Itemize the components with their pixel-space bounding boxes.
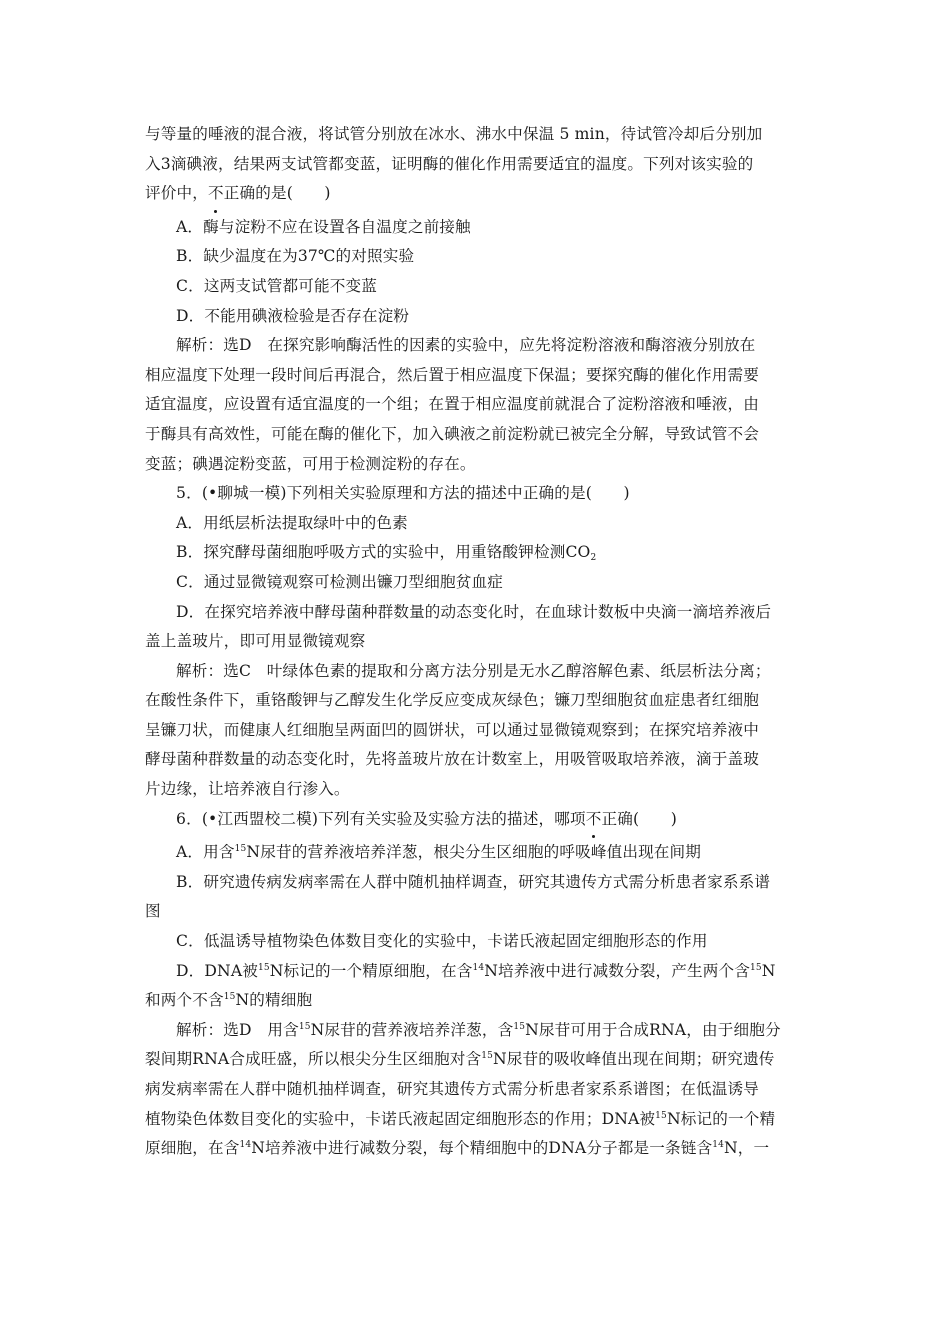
q5-answer-line-5: 片边缘，让培养液自行渗入。: [145, 780, 350, 799]
q6-answer-line-4: [145, 1105, 810, 1135]
q4-stem-line-1: 与等量的唾液的混合液，将试管分别放在冰水、沸水中保温 5 min，待试管冷却后分别加: [145, 125, 763, 143]
q4-option-a: A．酶与淀粉不应在设置各自温度之前接触: [176, 217, 471, 236]
text: N尿苷可用于合成RNA，由于细胞分: [525, 1020, 781, 1039]
text: N标记的一个精原细胞，在含: [269, 961, 473, 980]
superscript: 15: [234, 844, 247, 855]
q6-option-b-line-2: 图: [145, 902, 161, 921]
q5-option-d-line-2: 盖上盖玻片，即可用显微镜观察: [145, 632, 366, 651]
text: 裂间期RNA合成旺盛，所以根尖分生区细胞对含: [145, 1050, 482, 1069]
document-page: [145, 120, 810, 1164]
q5-option-d-line-1: D．在探究培养液中酵母菌种群数量的动态变化时，在血球计数板中央滴一滴培养液后: [176, 602, 772, 621]
text: 解析：选D 用含: [176, 1020, 299, 1039]
text: N尿苷的营养液培养洋葱，含: [310, 1020, 514, 1039]
superscript: 15: [481, 1051, 493, 1062]
q4-option-b: B．缺少温度在为37℃的对照实验: [176, 247, 415, 266]
q4-answer-line-4: 于酶具有高效性，可能在酶的催化下，加入碘液之前淀粉就已被完全分解，导致试管不会: [145, 424, 760, 443]
q6-stem-pre: 6．(•江西盟校二模)下列有关实验及实验方法的描述，哪项: [176, 809, 586, 828]
q4-stem-line-2: 入3滴碘液，结果两支试管都变蓝，证明酶的催化作用需要适宜的温度。下列对该实验的: [145, 154, 754, 173]
text: D．DNA被: [176, 961, 258, 980]
q5-option-a: A．用纸层析法提取绿叶中的色素: [176, 513, 408, 532]
text: N标记的一个精: [666, 1109, 776, 1128]
superscript: 15: [655, 1110, 667, 1121]
emphasis-dot-not: 不: [586, 805, 602, 835]
q6-answer-line-5: [145, 1134, 810, 1164]
text: 植物染色体数目变化的实验中，卡诺氏液起固定细胞形态的作用；DNA被: [145, 1109, 656, 1128]
q4-stem-pre: 评价中，: [145, 184, 208, 203]
q5-answer-line-1: 解析：选C 叶绿体色素的提取和分离方法分别是无水乙醇溶解色素、纸层析法分离；: [176, 661, 771, 680]
q6-answer-line-2: [145, 1045, 810, 1075]
q6-option-b-line-1: B．研究遗传病发病率需在人群中随机抽样调查，研究其遗传方式需分析患者家系系谱: [176, 872, 771, 891]
q6-option-a-post: N尿苷的营养液培养洋葱，根尖分生区细胞的呼吸峰值出现在间期: [246, 843, 702, 862]
text: N尿苷的吸收峰值出现在间期；研究遗传: [493, 1050, 775, 1069]
superscript: 15: [749, 962, 762, 973]
q4-answer-line-2: 相应温度下处理一段时间后再混合，然后置于相应温度下保温；要探究酶的催化作用需要: [145, 365, 760, 384]
text: N: [761, 961, 776, 980]
q6-answer-line-1: [145, 1016, 810, 1046]
q4-stem-line-3: [145, 179, 810, 209]
superscript: 14: [472, 962, 485, 973]
subscript-2: 2: [590, 553, 597, 564]
q6-stem: [145, 805, 810, 835]
text: N的精细胞: [235, 991, 313, 1010]
q5-option-b-text: B．探究酵母菌细胞呼吸方式的实验中，用重铬酸钾检测CO: [176, 543, 591, 562]
text: N培养液中进行减数分裂，每个精细胞中的DNA分子都是一条链含: [251, 1139, 713, 1158]
q6-option-d-line-2: [145, 986, 810, 1016]
text: 和两个不含: [145, 991, 224, 1010]
superscript: 14: [239, 1140, 252, 1151]
q5-stem: 5．(•聊城一模)下列相关实验原理和方法的描述中正确的是( ): [176, 484, 630, 503]
superscript: 15: [513, 1021, 526, 1032]
q4-answer-line-3: 适宜温度，应设置有适宜温度的一个组；在置于相应温度前就混合了淀粉溶液和唾液，由: [145, 395, 760, 414]
q5-answer-line-2: 在酸性条件下，重铬酸钾与乙醇发生化学反应变成灰绿色；镰刀型细胞贫血症患者红细胞: [145, 691, 760, 710]
superscript: 15: [258, 962, 270, 973]
superscript: 14: [712, 1140, 724, 1151]
superscript: 15: [223, 992, 236, 1003]
q5-option-b: [145, 538, 810, 568]
text: N培养液中进行减数分裂，产生两个含: [484, 961, 750, 980]
q6-option-c: C．低温诱导植物染色体数目变化的实验中，卡诺氏液起固定细胞形态的作用: [176, 932, 708, 951]
text: 原细胞，在含: [145, 1139, 240, 1158]
text: N，一: [724, 1139, 770, 1158]
q4-option-d: D．不能用碘液检验是否存在淀粉: [176, 306, 410, 325]
q6-answer-line-3: 病发病率需在人群中随机抽样调查，研究其遗传方式需分析患者家系系谱图；在低温诱导: [145, 1080, 760, 1098]
q4-option-c: C．这两支试管都可能不变蓝: [176, 276, 378, 295]
q6-option-a-pre: A．用含: [176, 843, 235, 862]
q6-option-d-line-1: [145, 957, 810, 987]
q5-option-c: C．通过显微镜观察可检测出镰刀型细胞贫血症: [176, 572, 503, 591]
q4-stem-post: 正确的是( ): [223, 184, 331, 203]
q5-answer-line-3: 呈镰刀状，而健康人红细胞呈两面凹的圆饼状，可以通过显微镜观察到；在探究培养液中: [145, 720, 760, 739]
q4-answer-line-1: 解析：选D 在探究影响酶活性的因素的实验中，应先将淀粉溶液和酶溶液分别放在: [176, 336, 756, 355]
superscript: 15: [298, 1021, 311, 1032]
q6-stem-post: 正确( ): [601, 809, 677, 828]
q5-answer-line-4: 酵母菌种群数量的动态变化时，先将盖玻片放在计数室上，用吸管吸取培养液，滴于盖玻: [145, 750, 760, 769]
q4-answer-line-5: 变蓝；碘遇淀粉变蓝，可用于检测淀粉的存在。: [145, 454, 476, 473]
emphasis-dot-not: 不: [208, 179, 224, 209]
q6-option-a: [145, 838, 810, 868]
